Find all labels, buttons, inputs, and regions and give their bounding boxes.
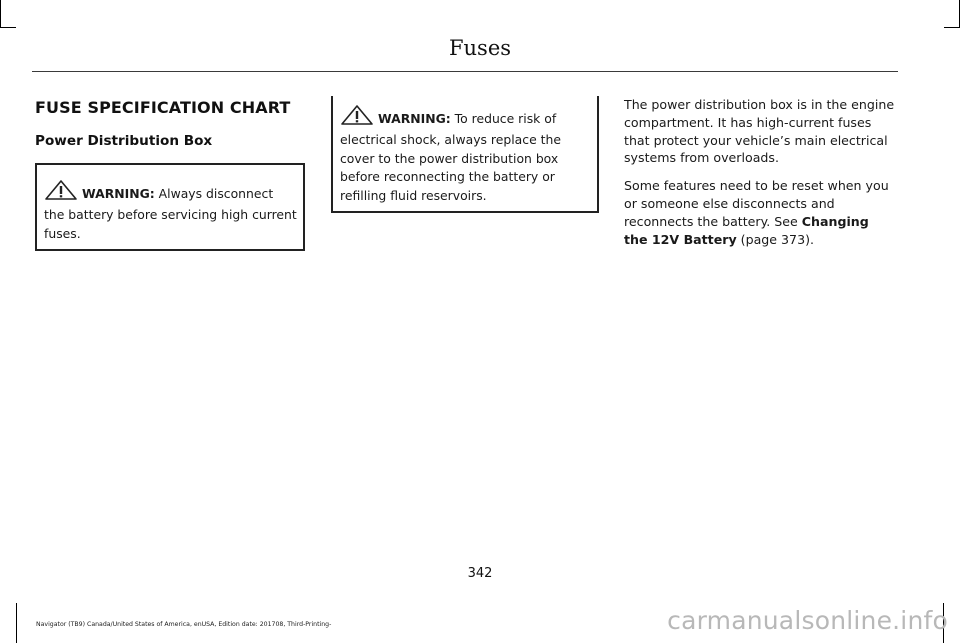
warning-label: WARNING: [378, 111, 451, 126]
warning-text: To reduce risk of electrical shock, always replace the cover to the power distribution box before reconnecting the battery or refilling fluid reservoirs. [340, 111, 561, 203]
warning-label: WARNING: [82, 186, 155, 201]
crop-mark [944, 27, 960, 28]
middle-column [331, 96, 599, 213]
warning-box-left [35, 163, 305, 251]
header-divider [32, 71, 898, 72]
page-number: 342 [467, 566, 493, 581]
paragraph-reset-features [624, 177, 896, 248]
page-header-title: Fuses [448, 36, 512, 60]
footer-edition-info: Navigator (TB9) Canada/United States of America, enUSA, Edition date: 201708, Third-Printing- [36, 621, 332, 628]
paragraph-power-distribution: The power distribution box is in the engine compartment. It has high-current fuses that protect your vehicle’s main electrical systems from overloads. [624, 97, 895, 166]
right-column [624, 96, 896, 258]
subsection-title: Power Distribution Box [35, 133, 213, 149]
page-reference: (page 373). [736, 231, 814, 247]
warning-triangle-icon [44, 179, 78, 206]
left-column [35, 96, 305, 251]
watermark-logo: carmanualsonline.info [667, 606, 948, 635]
cross-reference-link[interactable]: Changing the 12V Battery [624, 213, 869, 247]
warning-triangle-icon [340, 104, 374, 131]
section-title: FUSE SPECIFICATION CHART [35, 98, 291, 117]
crop-mark [16, 603, 17, 643]
paragraph-text: Some features need to be reset when you or someone else disconnects and reconnects the battery. See [624, 178, 889, 229]
warning-text: Always disconnect the battery before servicing high current fuses. [44, 186, 297, 241]
crop-mark [0, 27, 16, 28]
warning-box-middle [331, 96, 599, 213]
crop-mark [0, 0, 1, 28]
